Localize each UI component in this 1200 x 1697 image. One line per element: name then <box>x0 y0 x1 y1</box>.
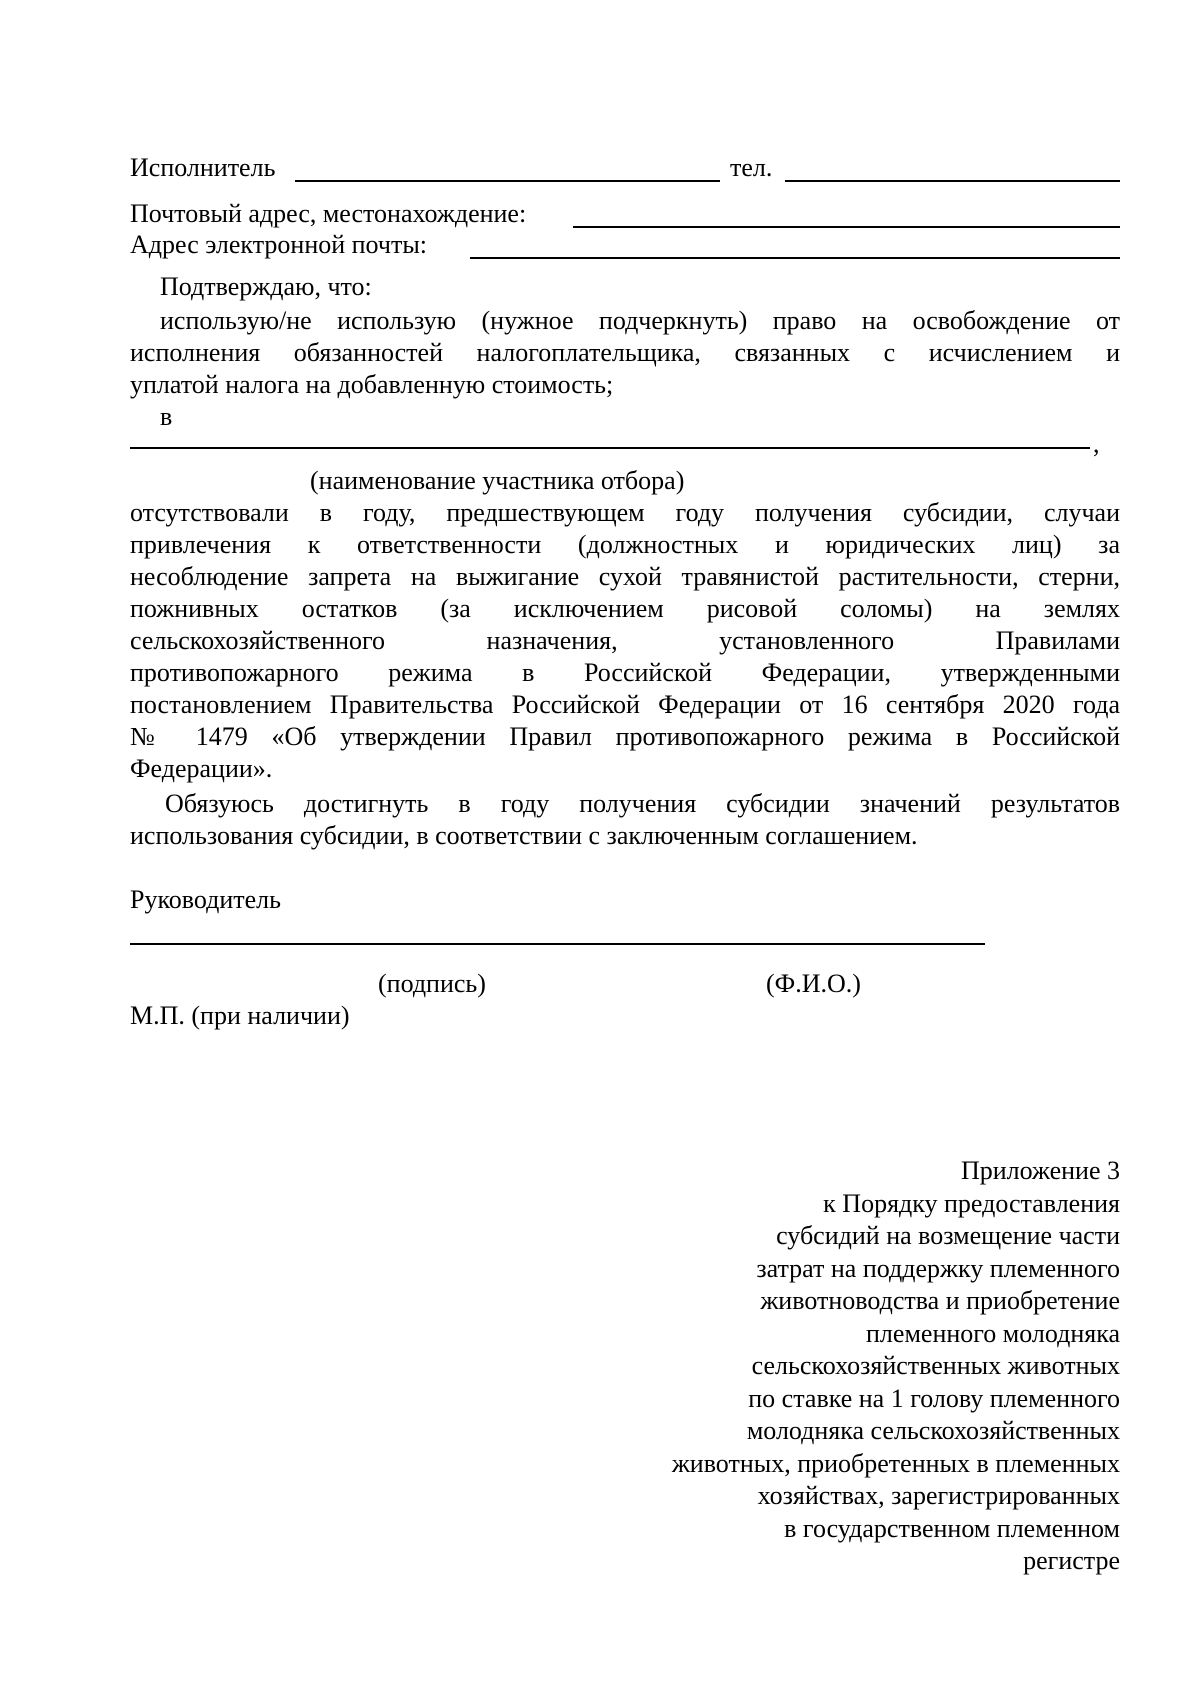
executor-field-line <box>295 180 720 182</box>
vat-line-1: использую/не использую (нужное подчеркнуть) право на освобождение от <box>160 306 1120 335</box>
absence-line-2: привлечения к ответственности (должностных и юридических лиц) за <box>130 530 1120 559</box>
appendix-line: регистре <box>1023 1546 1120 1575</box>
head-label: Руководитель <box>130 885 281 914</box>
appendix-block <box>420 1155 1120 1578</box>
executor-label: Исполнитель <box>130 153 276 182</box>
absence-line-5: сельскохозяйственного назначения, установленного Правилами <box>130 626 1120 655</box>
signature-caption: (подпись) <box>378 969 486 998</box>
email-label: Адрес электронной почты: <box>130 230 428 259</box>
appendix-line: затрат на поддержку племенного <box>756 1253 1120 1283</box>
vat-line-2: исполнения обязанностей налогоплательщика, связанных с исчислением и <box>130 338 1120 367</box>
absence-line-3: несоблюдение запрета на выжигание сухой травянистой растительности, стерни, <box>130 562 1120 591</box>
in-word: в <box>160 402 173 431</box>
stamp-note: М.П. (при наличии) <box>130 1001 350 1030</box>
document-page <box>130 0 1120 1697</box>
appendix-line: хозяйствах, зарегистрированных <box>757 1481 1120 1510</box>
participant-comma: , <box>1093 429 1100 458</box>
confirm-heading: Подтверждаю, что: <box>160 272 372 301</box>
absence-line-4: пожнивных остатков (за исключением рисовой соломы) на землях <box>130 594 1120 623</box>
obligation-line-1: Обязуюсь достигнуть в году получения субсидии значений результатов <box>165 789 1120 818</box>
appendix-line: сельскохозяйственных животных <box>751 1351 1120 1380</box>
address-field-line <box>573 226 1120 228</box>
appendix-line: племенного молодняка <box>866 1318 1120 1348</box>
appendix-line: животных, приобретенных в племенных <box>671 1448 1120 1478</box>
absence-line-1: отсутствовали в году, предшествующем году получения субсидии, случаи <box>130 498 1120 527</box>
vat-line-3: уплатой налога на добавленную стоимость; <box>130 370 614 399</box>
appendix-line: животноводства и приобретение <box>760 1286 1120 1315</box>
appendix-line: субсидий на возмещение части <box>776 1221 1120 1250</box>
absence-line-6: противопожарного режима в Российской Федерации, утвержденными <box>130 658 1120 687</box>
name-caption: (Ф.И.О.) <box>766 969 861 998</box>
signature-line <box>130 943 985 945</box>
participant-caption: (наименование участника отбора) <box>310 466 685 495</box>
absence-line-9: Федерации». <box>130 754 273 783</box>
participant-field-line <box>130 447 1090 449</box>
appendix-line: молодняка сельскохозяйственных <box>746 1416 1120 1445</box>
appendix-line: в государственном племенном <box>784 1513 1120 1543</box>
email-field-line <box>470 257 1120 259</box>
phone-label: тел. <box>730 153 773 182</box>
absence-line-7: постановлением Правительства Российской Федерации от 16 сентября 2020 года <box>130 690 1120 719</box>
absence-line-8: № 1479 «Об утверждении Правил противопожарного режима в Российской <box>130 722 1120 751</box>
appendix-line: по ставке на 1 голову племенного <box>748 1383 1120 1413</box>
appendix-line: к Порядку предоставления <box>823 1188 1120 1218</box>
obligation-line-2: использования субсидии, в соответствии с заключенным соглашением. <box>130 821 918 850</box>
appendix-line: Приложение 3 <box>960 1156 1120 1185</box>
address-label: Почтовый адрес, местонахождение: <box>130 199 527 228</box>
phone-field-line <box>785 180 1120 182</box>
